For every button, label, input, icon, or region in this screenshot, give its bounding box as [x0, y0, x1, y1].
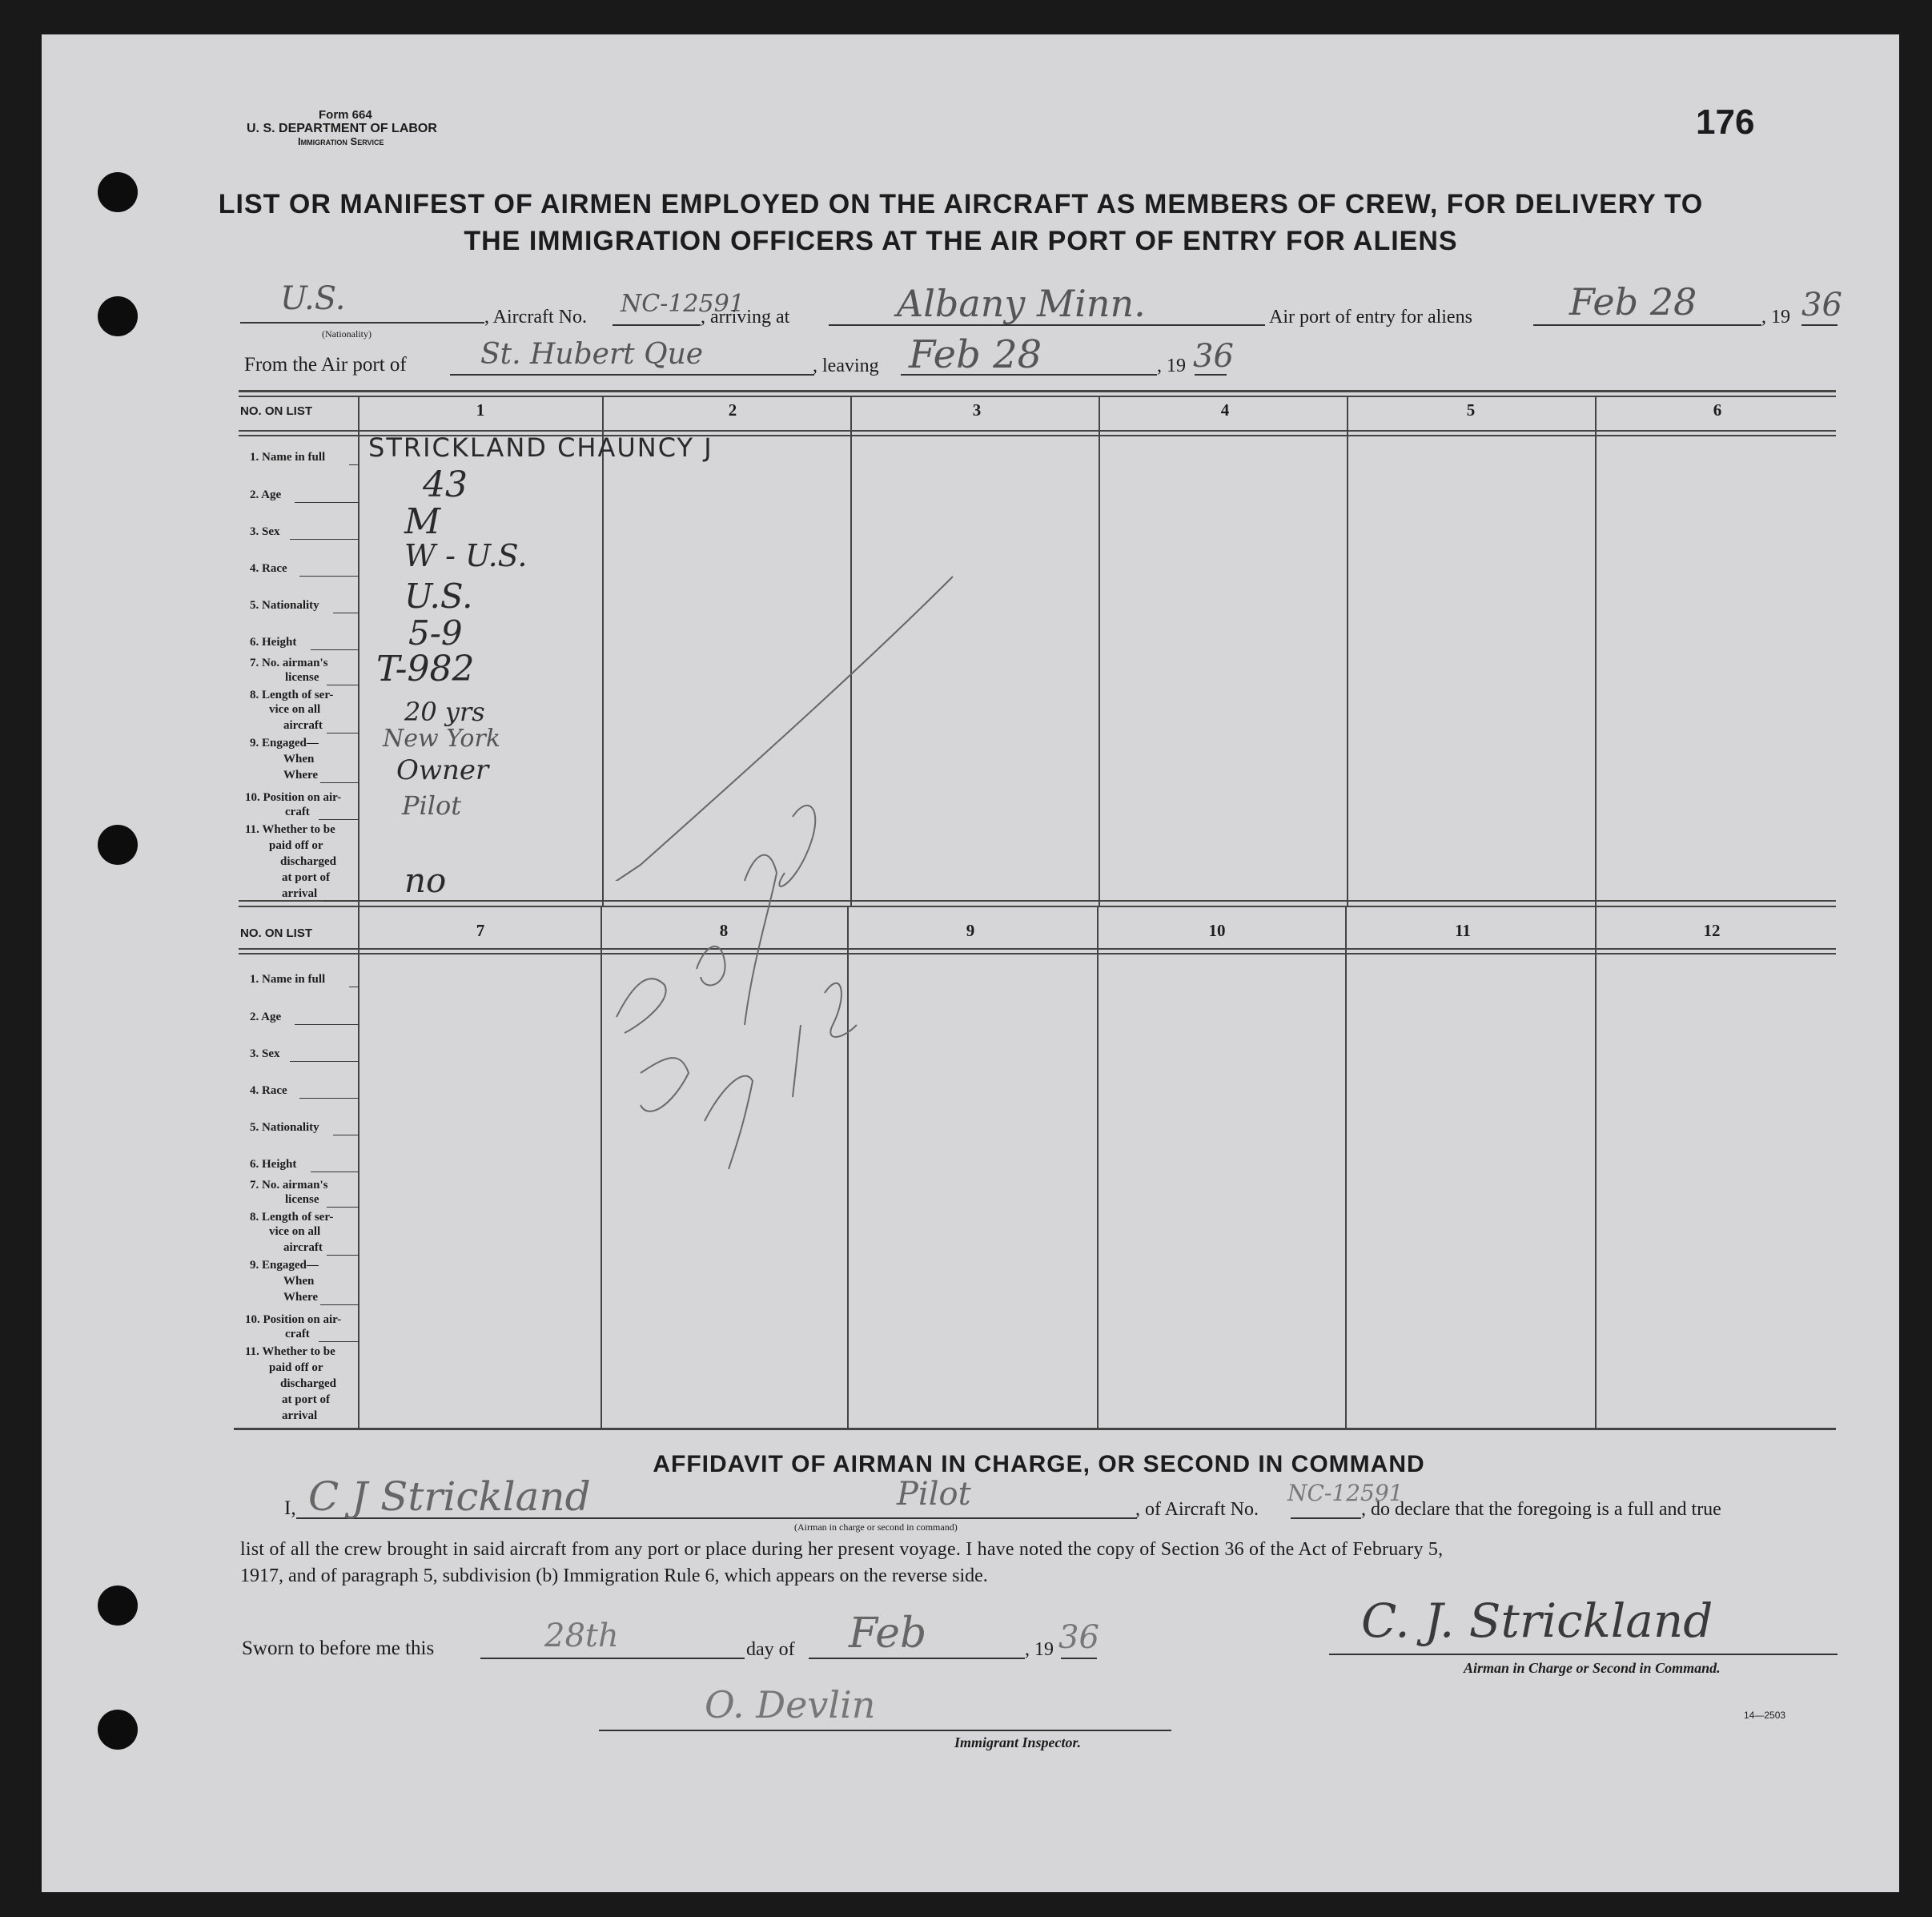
row-leader — [319, 1341, 359, 1342]
form-code: 14—2503 — [1744, 1710, 1786, 1721]
row-leader — [290, 539, 359, 540]
leaving-year-prefix: , 19 — [1157, 356, 1186, 376]
row-leader — [349, 464, 359, 465]
row-label-service: aircraft — [283, 719, 323, 732]
column-rule — [1345, 906, 1347, 1429]
department-name: U. S. DEPARTMENT OF LABOR — [247, 122, 437, 135]
affidavit-role-caption: (Airman in charge or second in command) — [794, 1521, 958, 1533]
airport-label: Air port of entry for aliens — [1269, 307, 1472, 328]
airman1-license: T-982 — [376, 649, 475, 689]
column-number: 4 — [1220, 400, 1230, 420]
row-label-service: aircraft — [283, 1241, 323, 1254]
airman1-age: 43 — [423, 464, 468, 505]
row-label-discharged: discharged — [280, 855, 337, 868]
leaving-year-value: 36 — [1193, 338, 1234, 375]
row-leader — [323, 901, 359, 902]
row-label-when: When — [283, 753, 315, 766]
row-label-race: 4. Race — [250, 1084, 287, 1097]
row-label-name: 1. Name in full — [250, 451, 326, 464]
row-label-service: vice on all — [269, 1225, 321, 1238]
column-rule — [1097, 906, 1099, 1429]
row-label-position: craft — [285, 1328, 310, 1340]
affidavit-i-label: I, — [284, 1497, 296, 1519]
row-label-race: 4. Race — [250, 562, 287, 575]
row-label-when: When — [283, 1275, 315, 1288]
punch-hole — [98, 825, 138, 865]
row-label-license: license — [285, 671, 319, 684]
column-number: 5 — [1466, 400, 1476, 420]
column-rule — [358, 906, 359, 1429]
sworn-month: Feb — [849, 1610, 927, 1658]
nationality-caption: (Nationality) — [322, 328, 372, 340]
punch-hole — [98, 1585, 138, 1626]
row-label-discharged: arrival — [282, 1409, 318, 1422]
row-leader — [299, 1098, 359, 1099]
airman1-engaged-where: Owner — [396, 754, 489, 786]
aircraft-value: NC-12591 — [621, 290, 745, 318]
entry-date-value: Feb 28 — [1569, 280, 1697, 324]
form-number: Form 664 — [319, 108, 372, 122]
punch-hole — [98, 1710, 138, 1750]
row-label-service: 8. Length of ser- — [250, 1211, 334, 1224]
row-leader — [290, 1061, 359, 1062]
airman1-height: 5-9 — [408, 613, 463, 653]
affidavit-declaration: , do declare that the foregoing is a full and true — [1361, 1499, 1721, 1520]
column-number: 7 — [476, 921, 485, 940]
airman1-engaged-when: New York — [383, 725, 500, 753]
row-label-where: Where — [283, 1291, 319, 1304]
sworn-day-line — [480, 1658, 745, 1659]
row-label-name: 1. Name in full — [250, 973, 326, 986]
rank-line — [769, 1517, 1137, 1519]
inspector-line — [599, 1730, 1171, 1731]
arriving-value: Albany Minn. — [897, 282, 1146, 325]
row-leader — [320, 1304, 359, 1305]
affidavit-aircraft-no: NC-12591 — [1287, 1480, 1404, 1506]
column-number: 2 — [728, 400, 737, 420]
row-label-position: 10. Position on air- — [245, 1313, 342, 1326]
row-label-service: 8. Length of ser- — [250, 689, 334, 701]
row-leader — [327, 1255, 359, 1256]
airman1-discharged: no — [404, 861, 447, 900]
aircraft-line — [613, 324, 701, 326]
column-number: 11 — [1455, 921, 1471, 940]
year-value: 36 — [1801, 287, 1842, 324]
column-number: 3 — [972, 400, 982, 420]
affidavit-body-line-3: 1917, and of paragraph 5, subdivision (b) Immigration Rule 6, which appears on the reverse side. — [240, 1565, 988, 1586]
punch-hole — [98, 296, 138, 336]
sworn-label: Sworn to before me this — [242, 1638, 435, 1659]
year-prefix: , 19 — [1761, 307, 1790, 328]
row-label-discharged: at port of — [282, 1393, 330, 1406]
no-on-list-header: NO. ON LIST — [240, 926, 312, 940]
row-label-height: 6. Height — [250, 636, 297, 649]
arriving-label: , arriving at — [701, 307, 790, 328]
row-label-service: vice on all — [269, 703, 321, 716]
row-label-discharged: discharged — [280, 1377, 337, 1390]
airman1-service: 20 yrs — [404, 697, 485, 727]
sworn-year-line — [1061, 1658, 1097, 1659]
row-leader — [295, 502, 359, 503]
row-leader — [319, 819, 359, 820]
column-rule — [1595, 396, 1597, 906]
affidavit-body-line-2: list of all the crew brought in said aircraft from any port or place during her present voyage. I have noted the copy of Section 36 of the Act of February 5, — [240, 1539, 1444, 1560]
row-label-where: Where — [283, 769, 319, 782]
punch-hole — [98, 172, 138, 212]
column-number: 10 — [1208, 921, 1226, 940]
aircraft-label: , Aircraft No. — [484, 307, 587, 328]
row-label-sex: 3. Sex — [250, 525, 280, 538]
column-number: 1 — [476, 400, 485, 420]
airman1-sex: M — [404, 501, 441, 542]
row-label-age: 2. Age — [250, 488, 282, 501]
row-label-nationality: 5. Nationality — [250, 599, 319, 612]
sworn-month-line — [809, 1658, 1025, 1659]
row-label-position: craft — [285, 806, 310, 818]
airman-signature: C. J. Strickland — [1361, 1593, 1713, 1648]
signature-caption: Airman in Charge or Second in Command. — [1464, 1660, 1721, 1676]
column-number: 6 — [1713, 400, 1722, 420]
day-of-label: day of — [746, 1639, 795, 1660]
column-number: 12 — [1703, 921, 1721, 940]
signature-line — [1329, 1654, 1838, 1655]
row-label-height: 6. Height — [250, 1158, 297, 1171]
inspector-signature: O. Devlin — [705, 1683, 876, 1726]
column-rule — [358, 396, 359, 906]
affidavit-aircraft-line — [1291, 1517, 1361, 1519]
affidavit-aircraft-label: , of Aircraft No. — [1135, 1499, 1259, 1520]
affidavit-title: AFFIDAVIT OF AIRMAN IN CHARGE, OR SECOND IN COMMAND — [653, 1451, 1425, 1477]
airman1-race: W - U.S. — [404, 538, 528, 573]
row-leader — [320, 782, 359, 783]
from-value: St. Hubert Que — [480, 338, 704, 371]
title-line-2: THE IMMIGRATION OFFICERS AT THE AIR PORT OF ENTRY FOR ALIENS — [464, 226, 1458, 256]
title-line-1: LIST OR MANIFEST OF AIRMEN EMPLOYED ON THE AIRCRAFT AS MEMBERS OF CREW, FOR DELIVERY TO — [218, 189, 1704, 219]
from-line — [450, 374, 814, 376]
row-label-discharged: paid off or — [269, 1361, 323, 1374]
table-rule — [239, 390, 1836, 392]
nationality-value: U.S. — [280, 280, 346, 317]
entry-date-line — [1533, 324, 1761, 326]
column-rule — [1595, 906, 1597, 1429]
row-leader — [327, 1207, 359, 1208]
row-label-discharged: 11. Whether to be — [245, 1345, 335, 1358]
row-label-discharged: arrival — [282, 887, 318, 900]
inspector-pencil-mark — [592, 785, 913, 1185]
row-label-discharged: at port of — [282, 871, 330, 884]
row-label-sex: 3. Sex — [250, 1047, 280, 1060]
row-label-age: 2. Age — [250, 1011, 282, 1023]
year-line — [1801, 324, 1838, 326]
row-label-license: 7. No. airman's — [250, 1179, 328, 1192]
row-label-discharged: 11. Whether to be — [245, 823, 335, 836]
column-number: 8 — [719, 921, 729, 940]
row-label-discharged: paid off or — [269, 839, 323, 852]
row-label-license: license — [285, 1193, 319, 1206]
nationality-line — [240, 322, 484, 324]
row-leader — [295, 1024, 359, 1025]
sworn-year-prefix: , 19 — [1025, 1639, 1054, 1660]
column-number: 9 — [966, 921, 975, 940]
column-rule — [1099, 396, 1100, 906]
airman1-nationality: U.S. — [404, 577, 473, 616]
leaving-label: , leaving — [813, 356, 879, 376]
row-label-engaged: 9. Engaged— — [250, 737, 319, 750]
from-label: From the Air port of — [244, 354, 407, 376]
service-name: Immigration Service — [298, 135, 384, 147]
sworn-day: 28th — [544, 1618, 619, 1654]
airman1-name: STRICKLAND CHAUNCY J — [368, 432, 713, 463]
row-label-engaged: 9. Engaged— — [250, 1259, 319, 1272]
no-on-list-header: NO. ON LIST — [240, 404, 312, 418]
page-number: 176 — [1696, 102, 1755, 142]
row-label-position: 10. Position on air- — [245, 791, 342, 804]
row-leader — [299, 576, 359, 577]
row-label-license: 7. No. airman's — [250, 657, 328, 669]
column-rule — [1347, 396, 1348, 906]
inspector-caption: Immigrant Inspector. — [954, 1734, 1082, 1750]
airman1-position: Pilot — [402, 790, 462, 821]
sworn-year: 36 — [1058, 1619, 1099, 1656]
row-label-nationality: 5. Nationality — [250, 1121, 319, 1134]
leaving-value: Feb 28 — [909, 332, 1042, 377]
affidavit-rank: Pilot — [897, 1476, 971, 1513]
affidavit-airman-name: C J Strickland — [308, 1473, 591, 1520]
form-title — [160, 186, 1761, 259]
row-leader — [311, 649, 359, 650]
